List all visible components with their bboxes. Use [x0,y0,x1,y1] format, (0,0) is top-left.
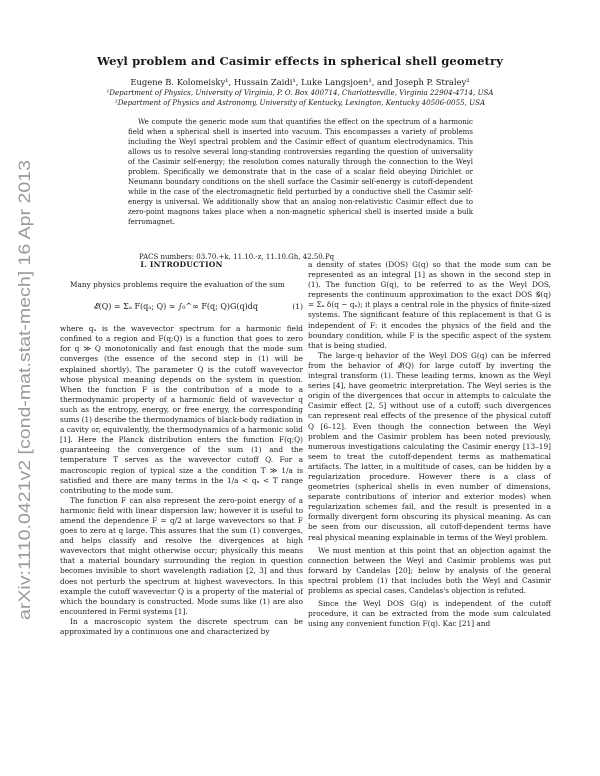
section-heading: I. INTRODUCTION [140,260,223,269]
paragraph: We must mention at this point that an objection against the connection between the Weyl and Casimir problems was put forward by Candelas [20]; below by analysis of the general spectral problem (1) that includes both the Weyl and Casimir problems as special cases, Candelas's objection is refuted. [308,545,551,595]
author-list: Eugene B. Kolomeisky¹, Hussain Zaidi¹, Luke Langsjoen¹, and Joseph P. Straley² [130,77,470,87]
affiliation-1: ¹Department of Physics, University of Virginia, P. O. Box 400714, Charlottesville, Virginia 22904-4714, USA [106,88,494,97]
equation-1 [60,292,303,322]
equation-body: 𝓔(Q) = Σₐ F(qₐ; Q) ≈ ∫₀^∞ F(q; Q)G(q)dq [94,302,259,312]
affiliation-2: ²Department of Physics and Astronomy, University of Kentucky, Lexington, Kentucky 40506-0055, USA [114,98,486,107]
paragraph: The function F can also represent the zero-point energy of a harmonic field with linear dispersion law; however it is useful to amend the dependence F = q/2 at large wavevectors so that F goes to zero at q large. This assures that the sum (1) converges, and helps classify and resolve the divergences at high wavevectors that might otherwise occur; physically this means that a material boundary surrounding the region in question becomes invisible to short wavelength radiation [2, 3] and thus does not perturb the spectrum at highest wavevectors. In this example the cutoff wavevector Q is a property of the material of which the boundary is constructed. Mode sums like (1) are also encountered in Fermi systems [1]. [60,495,303,616]
arxiv-stamp [8,150,38,620]
arxiv-stamp-text: arXiv:1110.0421v2 [cond-mat.stat-mech] 16 Apr 2013 [16,231,34,620]
left-column [60,260,303,637]
abstract: We compute the generic mode sum that quantifies the effect on the spectrum of a harmonic field when a spherical shell is inserted into vacuum. This encompasses a variety of problems including the Weyl spectral problem and the Casimir effect of quantum electrodynamics. This allows us to resolve several long-standing controversies regarding the question of universality of the Casimir self-energy; the resolution comes naturally through the connection to the Weyl problem. Specifically we demonstrate that in the case of a scalar field obeying Dirichlet or Neumann boundary conditions on the shell surface the Casimir self-energy is cutoff-dependent while in the case of the electromagnetic field perturbed by a conductive shell the Casimir self-energy is universal. We additionally show that an analog non-relativistic Casimir effect due to zero-point magnons takes place when a non-magnetic spherical shell is inserted inside a bulk ferromagnet. [128,117,473,227]
paragraph: a density of states (DOS) G(q) so that the mode sum can be represented as an integral [1] as shown in the second step in (1). The function G(q), to be referred to as the Weyl DOS, represents the continuum approximation to the exact DOS 𝒢(q) = Σₐ δ(q − qₐ); it plays a central role in the physics of finite-sized systems. The significant feature of this replacement is that G is independent of F: it encodes the physics of the field and the boundary condition, while F is the specific aspect of the system that is being studied. [308,260,551,350]
paragraph: Many physics problems require the evaluation of the sum [70,280,285,290]
paper-title: Weyl problem and Casimir effects in spherical shell geometry [96,54,504,68]
pacs-numbers: PACS numbers: 03.70.+k, 11.10.-z, 11.10.Gh, 42.50.Pq [139,253,335,261]
paragraph: Since the Weyl DOS G(q) is independent of the cutoff procedure, it can be extracted from the mode sum calculated using any convenient function F(q). Kac [21] and [308,599,551,629]
paragraph: The large-q behavior of the Weyl DOS G(q) can be inferred from the behavior of 𝓔(Q) for large cutoff by inverting the integral transform (1). These leading terms, known as the Weyl series [4], have geometric interpretation. The Weyl series is the origin of the divergences that occur in attempts to calculate the Casimir effect [2, 5] without use of a cutoff; such divergences can represent real effects of the presence of the physical cutoff Q [6–12]. Even though the connection between the Weyl problem and the Casimir problem has been noted previously, numerous investigations calculating the Casimir energy [13–19] seem to treat the cutoff-dependent terms as mathematical artifacts. The latter, in a multitude of cases, can be hidden by a regularization procedure. However there is a class of geometries (spherical shells in even number of dimensions, separate contributions of interior and exterior modes) when regularization schemes fail, and the result is presented in a formally divergent form obscuring its physical meaning. As can be seen from our discussion, all cutoff-dependent terms have real physical meaning explainable in terms of the Weyl problem. [308,350,551,542]
equation-number: (1) [292,302,303,312]
paragraph: where qₐ is the wavevector spectrum for a harmonic field confined to a region and F(q;Q) is a function that goes to zero for q ≫ Q monotonically and fast enough that the mode sum converges (the essence of the second step in (1) will be explained shortly). The parameter Q is the cutoff wavevector whose physical meaning depends on the system in question. When the function F is the contribution of a mode to a thermodynamic property of a harmonic field of wavevector q such as the entropy, energy, or free energy, the corresponding sums (1) describe the thermodynamics of black-body radiation in a cavity or, equivalently, the thermodynamics of a harmonic solid [1]. Here the Planck distribution enters the function F(q;Q) guaranteeing the convergence of the sum (1) and the temperature T serves as the wavevector cutoff Q. For a macroscopic region of typical size a the condition T ≫ 1/a is satisfied and there are many terms in the 1/a < qₐ < T range contributing to the mode sum. [60,324,303,495]
paragraph: In a macroscopic system the discrete spectrum can be approximated by a continuous one and characterized by [60,616,303,636]
right-column [308,260,551,629]
